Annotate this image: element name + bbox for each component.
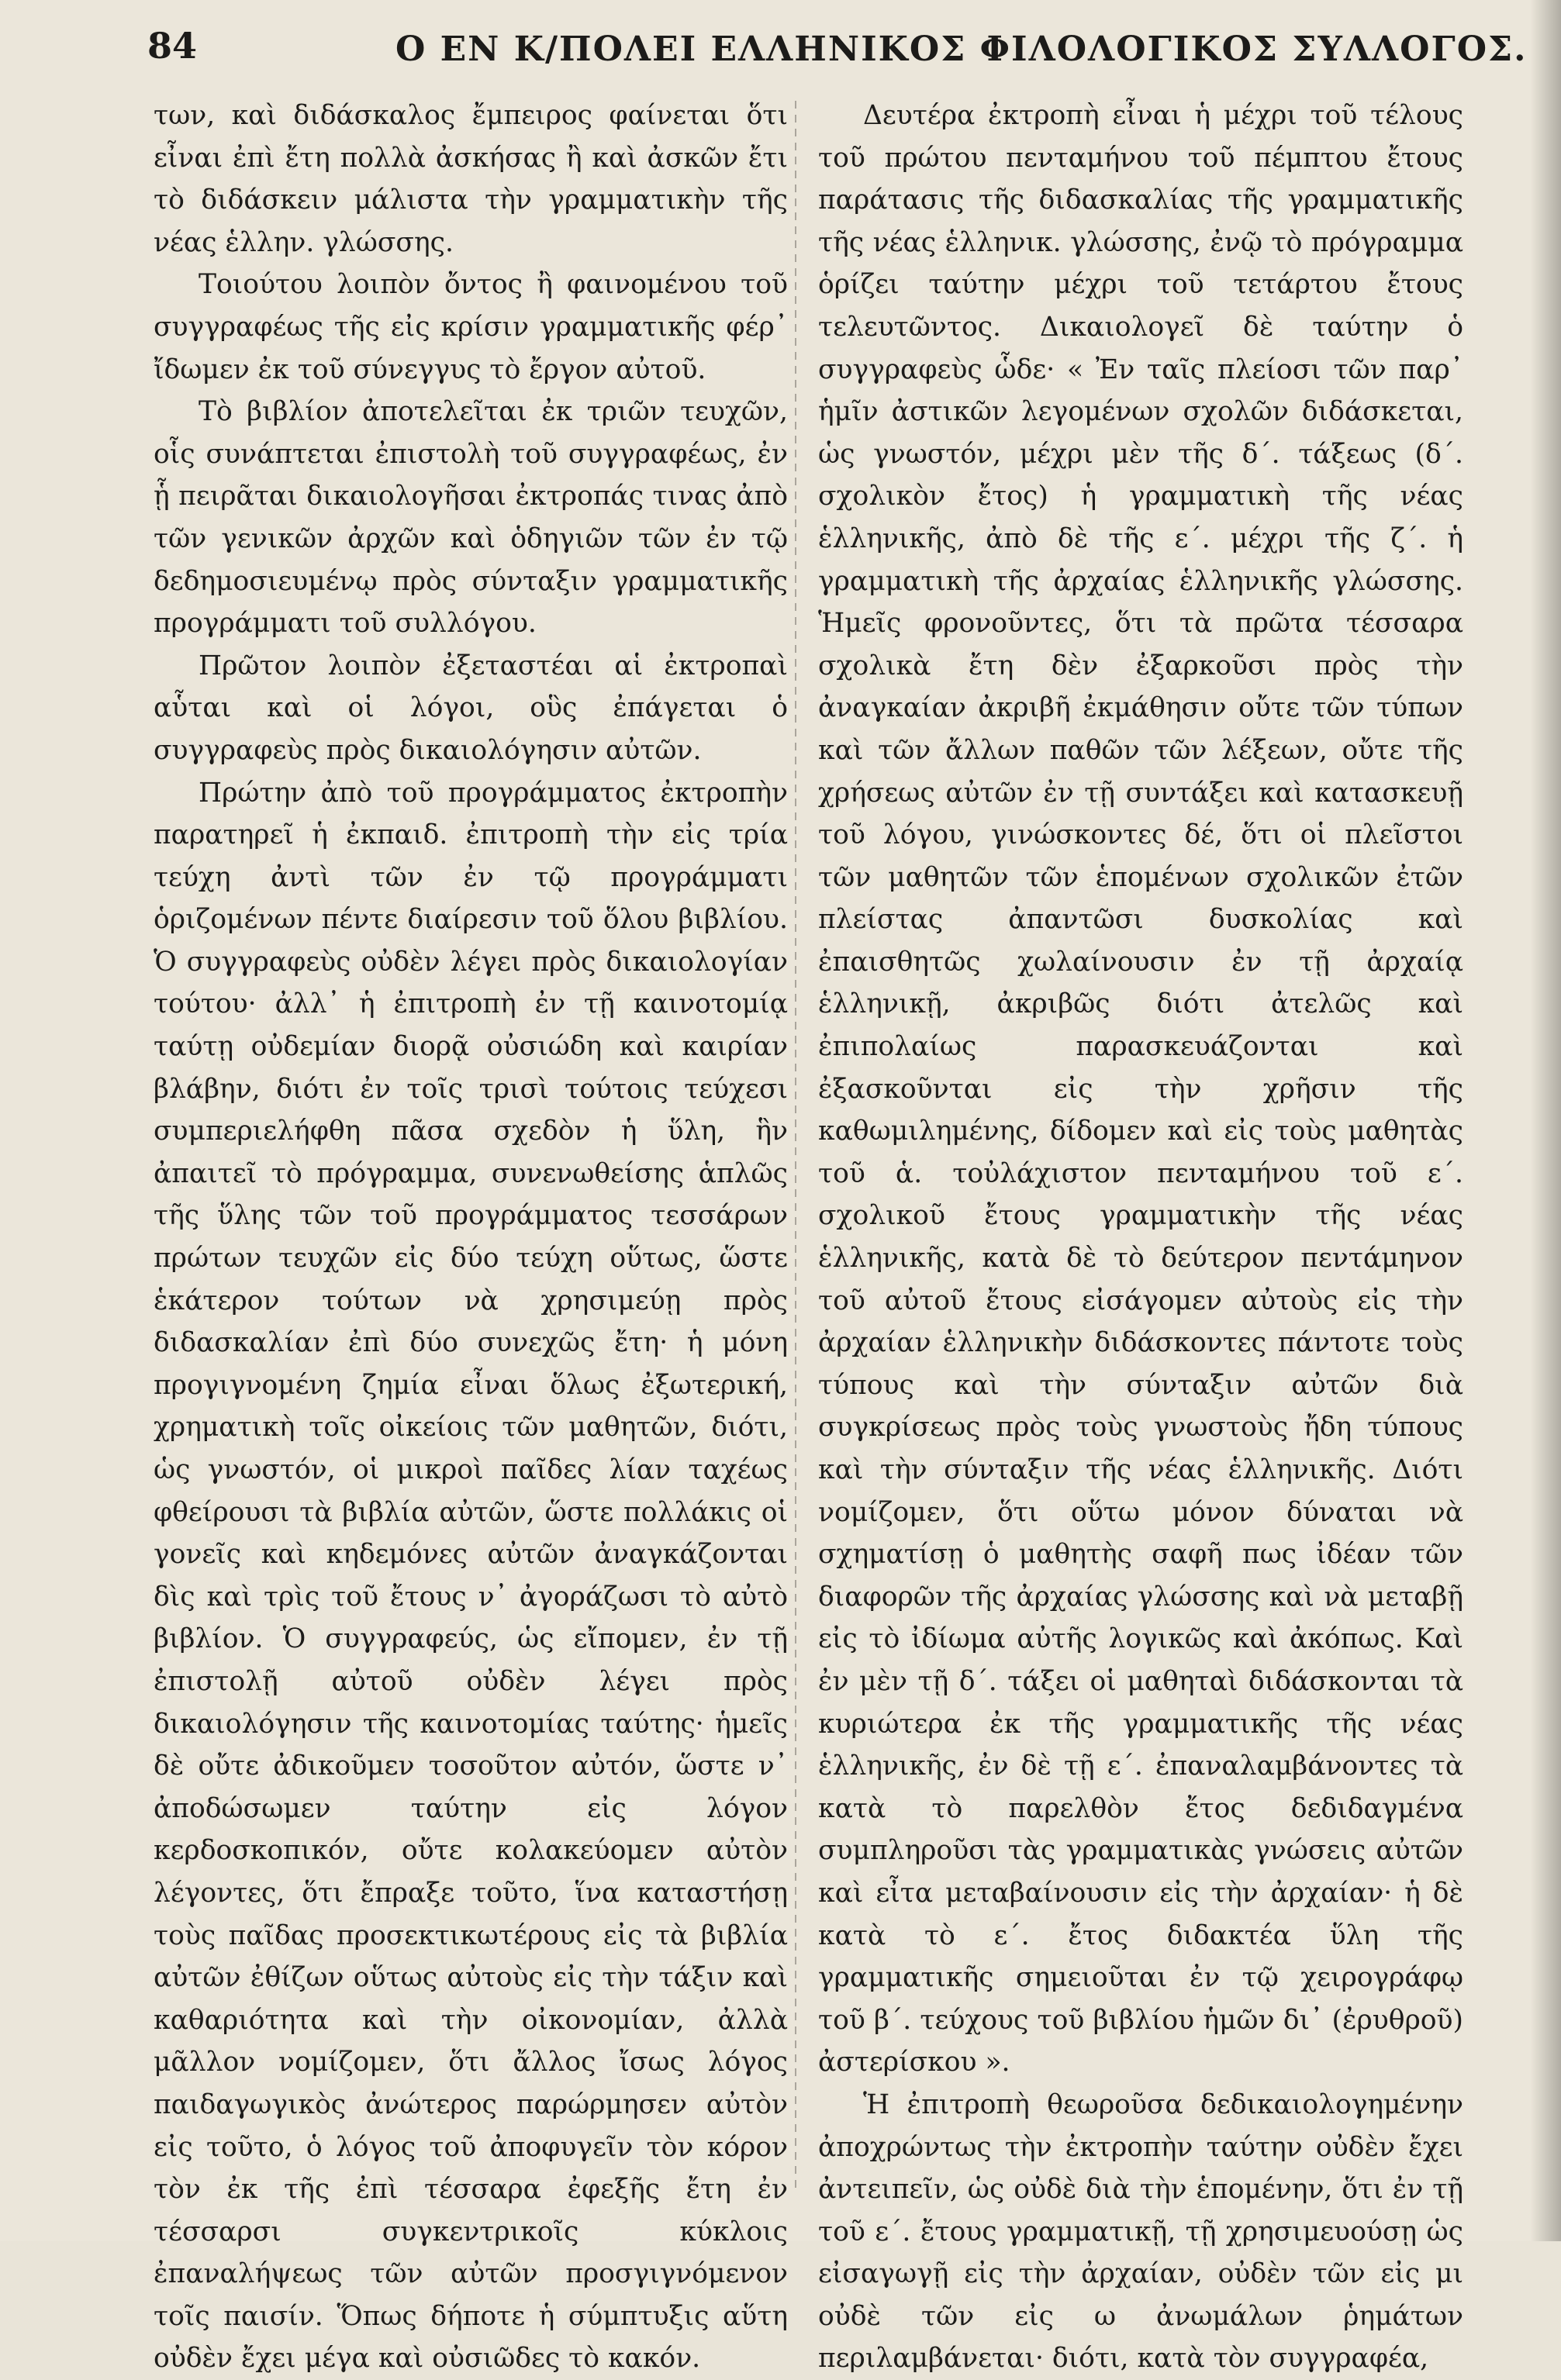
right-paragraph: Δευτέρα ἐκτροπὴ εἶναι ἡ μέχρι τοῦ τέλους τοῦ πρώτου πενταμήνου τοῦ πέμπτου ἔτους παράτασις τῆς διδασκαλίας τῆς γραμματικῆς τῆς νέας ἑλληνικ. γλώσσης, ἐνῷ τὸ πρόγραμμα ὁρίζει ταύτην μέχρι τοῦ τετάρτου ἔτους τελευτῶντος. Δικαιολογεῖ δὲ ταύτην ὁ συγγραφεὺς ὧδε· « Ἐν ταῖς πλείοσι τῶν παρ᾽ ἡμῖν ἀστικῶν λεγομένων σχολῶν διδάσκεται, ὡς γνωστόν, μέχρι μὲν τῆς δ΄. τάξεως (δ΄. σχολικὸν ἔτος) ἡ γραμματικὴ τῆς νέας ἑλληνικῆς, ἀπὸ δὲ τῆς ε΄. μέχρι τῆς ζ΄. ἡ γραμματικὴ τῆς ἀρχαίας ἑλληνικῆς γλώσσης. Ἡμεῖς φρονοῦντες, ὅτι τὰ πρῶτα τέσσαρα σχολικὰ ἔτη δὲν ἐξαρκοῦσι πρὸς τὴν ἀναγκαίαν ἀκριβῆ ἐκμάθησιν οὔτε τῶν τύπων καὶ τῶν ἄλλων παθῶν τῶν λέξεων, οὔτε τῆς χρήσεως αὐτῶν ἐν τῇ συντάξει καὶ κατασκευῇ τοῦ λόγου, γινώσκοντες δέ, ὅτι οἱ πλεῖστοι τῶν μαθητῶν τῶν ἑπομένων σχολικῶν ἐτῶν πλείστας ἀπαντῶσι δυσκολίας καὶ ἐπαισθητῶς χωλαίνουσιν ἐν τῇ ἀρχαίᾳ ἑλληνικῇ, ἀκριβῶς διότι ἀτελῶς καὶ ἐπιπολαίως παρασκευάζονται καὶ ἐξασκοῦνται εἰς τὴν χρῆσιν τῆς καθωμιλημένης, δίδομεν καὶ εἰς τοὺς μαθητὰς τοῦ ἁ. τοὐλάχιστον πενταμήνου τοῦ ε΄. σχολικοῦ ἔτους γραμματικὴν τῆς νέας ἑλληνικῆς, κατὰ δὲ τὸ δεύτερον πεντάμηνον τοῦ αὐτοῦ ἔτους εἰσάγομεν αὐτοὺς εἰς τὴν ἀρχαίαν ἑλληνικὴν διδάσκοντες πάντοτε τοὺς τύπους καὶ τὴν σύνταξιν αὐτῶν διὰ συγκρίσεως πρὸς τοὺς γνωστοὺς ἤδη τύπους καὶ τὴν σύνταξιν τῆς νέας ἑλληνικῆς. Διότι νομίζομεν, ὅτι οὕτω μόνον δύναται νὰ σχηματίσῃ ὁ μαθητὴς σαφῆ πως ἰδέαν τῶν διαφορῶν τῆς ἀρχαίας γλώσσης καὶ νὰ μεταβῇ εἰς τὸ ἰδίωμα αὐτῆς λογικῶς καὶ ἀκόπως. Καὶ ἐν μὲν τῇ δ΄. τάξει οἱ μαθηταὶ διδάσκονται τὰ κυριώτερα ἐκ τῆς γραμματικῆς τῆς νέας ἑλληνικῆς, ἐν δὲ τῇ ε΄. ἐπαναλαμβάνοντες τὰ κατὰ τὸ παρελθὸν ἔτος δεδιδαγμένα συμπληροῦσι τὰς γραμματικὰς γνώσεις αὐτῶν καὶ εἶτα μεταβαίνουσιν εἰς τὴν ἀρχαίαν· ἡ δὲ κατὰ τὸ ε΄. ἔτος διδακτέα ὕλη τῆς γραμματικῆς σημειοῦται ἐν τῷ χειρογράφῳ τοῦ β΄. τεύχους τοῦ βιβλίου ἡμῶν δι᾽ (ἐρυθροῦ) ἀστερίσκου ». [818, 95, 1463, 2084]
page-edge-shadow [1530, 0, 1561, 2241]
left-paragraph: Πρῶτον λοιπὸν ἐξεταστέαι αἱ ἐκτροπαὶ αὗται καὶ οἱ λόγοι, οὓς ἐπάγεται ὁ συγγραφεὺς πρὸς δικαιολόγησιν αὐτῶν. [154, 645, 788, 772]
page-header [147, 25, 1520, 79]
left-paragraph: Τὸ βιβλίον ἀποτελεῖται ἐκ τριῶν τευχῶν, οἷς συνάπτεται ἐπιστολὴ τοῦ συγγραφέως, ἐν ᾗ πειρᾶται δικαιολογῆσαι ἐκτροπάς τινας ἀπὸ τῶν γενικῶν ἀρχῶν καὶ ὁδηγιῶν τῶν ἐν τῷ δεδημοσιευμένῳ πρὸς σύνταξιν γραμματικῆς προγράμματι τοῦ συλλόγου. [154, 391, 788, 645]
column-divider [795, 101, 796, 2194]
left-paragraph: των, καὶ διδάσκαλος ἔμπειρος φαίνεται ὅτι εἶναι ἐπὶ ἔτη πολλὰ ἀσκήσας ἢ καὶ ἀσκῶν ἔτι τὸ διδάσκειν μάλιστα τὴν γραμματικὴν τῆς νέας ἑλλην. γλώσσης. [154, 95, 788, 264]
right-column [818, 95, 1463, 2380]
running-title: Ο ΕΝ Κ/ΠΟΛΕΙ ΕΛΛΗΝΙΚΟΣ ΦΙΛΟΛΟΓΙΚΟΣ ΣΥΛΛΟΓΟΣ. [395, 29, 1527, 69]
left-paragraph: Τοιούτου λοιπὸν ὄντος ἢ φαινομένου τοῦ συγγραφέως τῆς εἰς κρίσιν γραμματικῆς φέρ᾽ ἴδωμεν ἐκ τοῦ σύνεγγυς τὸ ἔργον αὐτοῦ. [154, 264, 788, 391]
left-column [154, 95, 788, 2380]
right-paragraph: Ἡ ἐπιτροπὴ θεωροῦσα δεδικαιολογημένην ἀποχρώντως τὴν ἐκτροπὴν ταύτην οὐδὲν ἔχει ἀντειπεῖν, ὡς οὐδὲ διὰ τὴν ἑπομένην, ὅτι ἐν τῇ τοῦ ε΄. ἔτους γραμματικῇ, τῇ χρησιμευούσῃ ὡς εἰσαγωγῇ εἰς τὴν ἀρχαίαν, οὐδὲν τῶν εἰς μι οὐδὲ τῶν εἰς ω ἀνωμάλων ῥημάτων περιλαμβάνεται· διότι, κατὰ τὸν συγγραφέα, [818, 2084, 1463, 2380]
page-number: 84 [147, 25, 197, 67]
left-paragraph: Πρώτην ἀπὸ τοῦ προγράμματος ἐκτροπὴν παρατηρεῖ ἡ ἐκπαιδ. ἐπιτροπὴ τὴν εἰς τρία τεύχη ἀντὶ τῶν ἐν τῷ προγράμματι ὁριζομένων πέντε διαίρεσιν τοῦ ὅλου βιβλίου. Ὁ συγγραφεὺς οὐδὲν λέγει πρὸς δικαιολογίαν τούτου· ἀλλ᾽ ἡ ἐπιτροπὴ ἐν τῇ καινοτομίᾳ ταύτῃ οὐδεμίαν διορᾷ οὐσιώδη καὶ καιρίαν βλάβην, διότι ἐν τοῖς τρισὶ τούτοις τεύχεσι συμπεριελήφθη πᾶσα σχεδὸν ἡ ὕλη, ἣν ἀπαιτεῖ τὸ πρόγραμμα, συνενωθείσης ἁπλῶς τῆς ὕλης τῶν τοῦ προγράμματος τεσσάρων πρώτων τευχῶν εἰς δύο τεύχη οὕτως, ὥστε ἑκάτερον τούτων νὰ χρησιμεύῃ πρὸς διδασκαλίαν ἐπὶ δύο συνεχῶς ἔτη· ἡ μόνη προγιγνομένη ζημία εἶναι ὅλως ἐξωτερική, χρηματικὴ τοῖς οἰκείοις τῶν μαθητῶν, διότι, ὡς γνωστόν, οἱ μικροὶ παῖδες λίαν ταχέως φθείρουσι τὰ βιβλία αὐτῶν, ὥστε πολλάκις οἱ γονεῖς καὶ κηδεμόνες αὐτῶν ἀναγκάζονται δὶς καὶ τρὶς τοῦ ἔτους ν᾽ ἀγοράζωσι τὸ αὐτὸ βιβλίον. Ὁ συγγραφεύς, ὡς εἴπομεν, ἐν τῇ ἐπιστολῇ αὐτοῦ οὐδὲν λέγει πρὸς δικαιολόγησιν τῆς καινοτομίας ταύτης· ἡμεῖς δὲ οὔτε ἀδικοῦμεν τοσοῦτον αὐτόν, ὥστε ν᾽ ἀποδώσωμεν ταύτην εἰς λόγον κερδοσκοπικόν, οὔτε κολακεύομεν αὐτὸν λέγοντες, ὅτι ἔπραξε τοῦτο, ἵνα καταστήσῃ τοὺς παῖδας προσεκτικωτέρους εἰς τὰ βιβλία αὐτῶν ἐθίζων οὕτως αὐτοὺς εἰς τὴν τάξιν καὶ καθαριότητα καὶ τὴν οἰκονομίαν, ἀλλὰ μᾶλλον νομίζομεν, ὅτι ἄλλος ἴσως λόγος παιδαγωγικὸς ἀνώτερος παρώρμησεν αὐτὸν εἰς τοῦτο, ὁ λόγος τοῦ ἀποφυγεῖν τὸν κόρον τὸν ἐκ τῆς ἐπὶ τέσσαρα ἐφεξῆς ἔτη ἐν τέσσαρσι συγκεντρικοῖς κύκλοις ἐπαναλήψεως τῶν αὐτῶν προσγιγνόμενον τοῖς παισίν. Ὅπως δήποτε ἡ σύμπτυξις αὕτη οὐδὲν ἔχει μέγα καὶ οὐσιῶδες τὸ κακόν. [154, 772, 788, 2380]
